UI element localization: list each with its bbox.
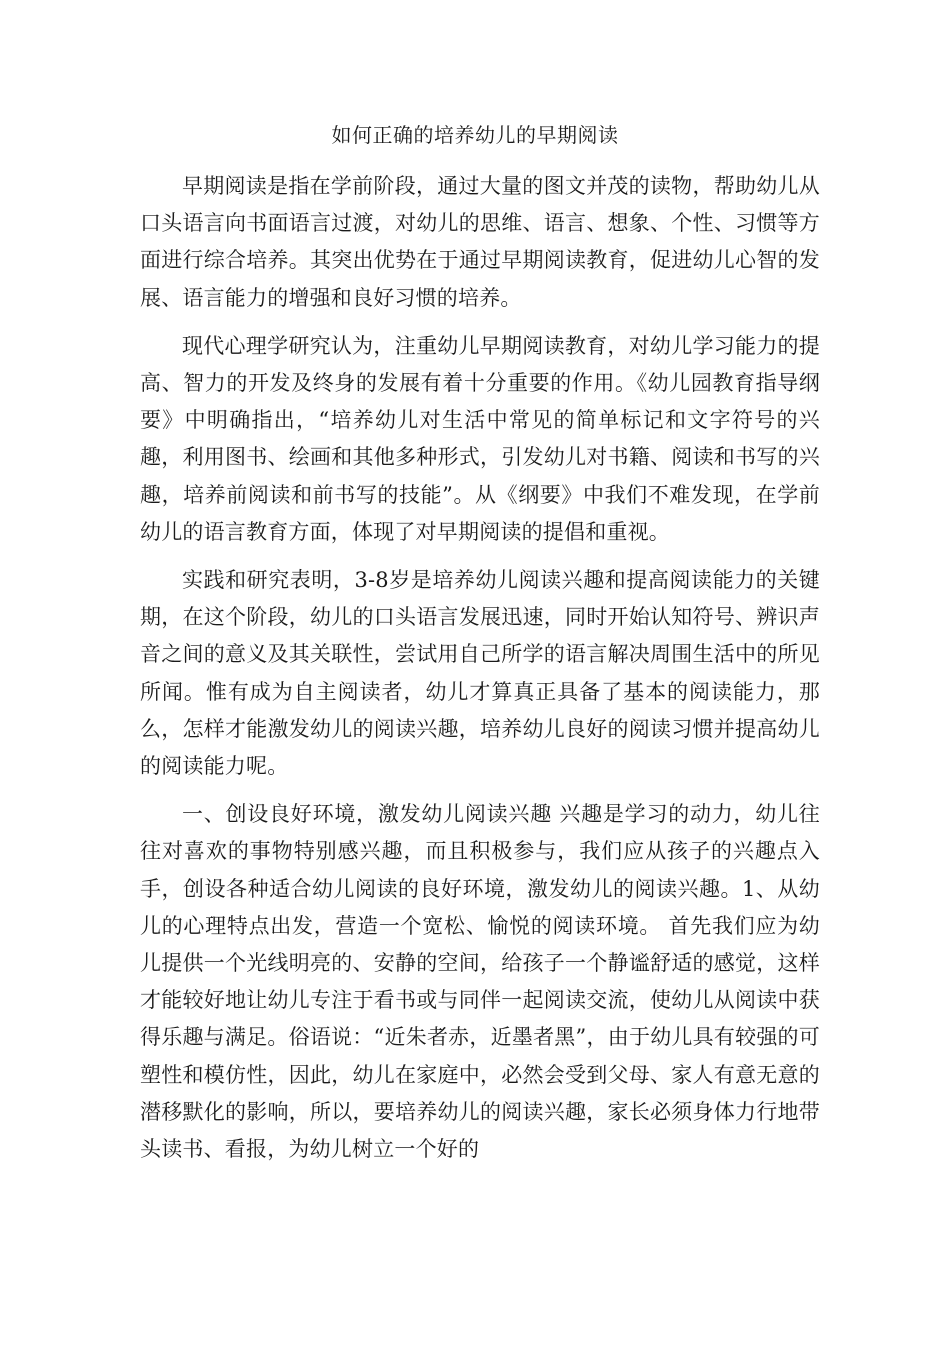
paragraph-3: 实践和研究表明，3-8岁是培养幼儿阅读兴趣和提高阅读能力的关键期，在这个阶段，幼儿的口头语言发展迅速，同时开始认知符号、辨识声音之间的意义及其关联性，尝试用自己所学的语言解决周围生活中的所见所闻。惟有成为自主阅读者，幼儿才算真正具备了基本的阅读能力，那么，怎样才能激发幼儿的阅读兴趣，培养幼儿良好的阅读习惯并提高幼儿的阅读能力呢。 [140, 568, 820, 779]
document-body [140, 168, 820, 1168]
paragraph-2: 现代心理学研究认为，注重幼儿早期阅读教育，对幼儿学习能力的提高、智力的开发及终身的发展有着十分重要的作用。《幼儿园教育指导纲要》中明确指出，“培养幼儿对生活中常见的简单标记和文字符号的兴趣，利用图书、绘画和其他多种形式，引发幼儿对书籍、阅读和书写的兴趣，培养前阅读和前书写的技能”。从《纲要》中我们不难发现，在学前幼儿的语言教育方面，体现了对早期阅读的提倡和重视。 [140, 333, 820, 544]
document-title: 如何正确的培养幼儿的早期阅读 [331, 123, 619, 147]
paragraph-1: 早期阅读是指在学前阶段，通过大量的图文并茂的读物，帮助幼儿从口头语言向书面语言过渡，对幼儿的思维、语言、想象、个性、习惯等方面进行综合培养。其突出优势在于通过早期阅读教育，促进幼儿心智的发展、语言能力的增强和良好习惯的培养。 [140, 174, 820, 310]
paragraph-4: 一、创设良好环境，激发幼儿阅读兴趣 兴趣是学习的动力，幼儿往往对喜欢的事物特别感兴趣，而且积极参与，我们应从孩子的兴趣点入手，创设各种适合幼儿阅读的良好环境，激发幼儿的阅读兴趣。1、从幼儿的心理特点出发，营造一个宽松、愉悦的阅读环境。 首先我们应为幼儿提供一个光线明亮的、安静的空间，给孩子一个静谧舒适的感觉，这样才能较好地让幼儿专注于看书或与同伴一起阅读交流，使幼儿从阅读中获得乐趣与满足。俗语说：“近朱者赤，近墨者黑”，由于幼儿具有较强的可塑性和模仿性，因此，幼儿在家庭中，必然会受到父母、家人有意无意的潜移默化的影响，所以，要培养幼儿的阅读兴趣，家长必须身体力行地带头读书、看报，为幼儿树立一个好的 [140, 802, 820, 1162]
